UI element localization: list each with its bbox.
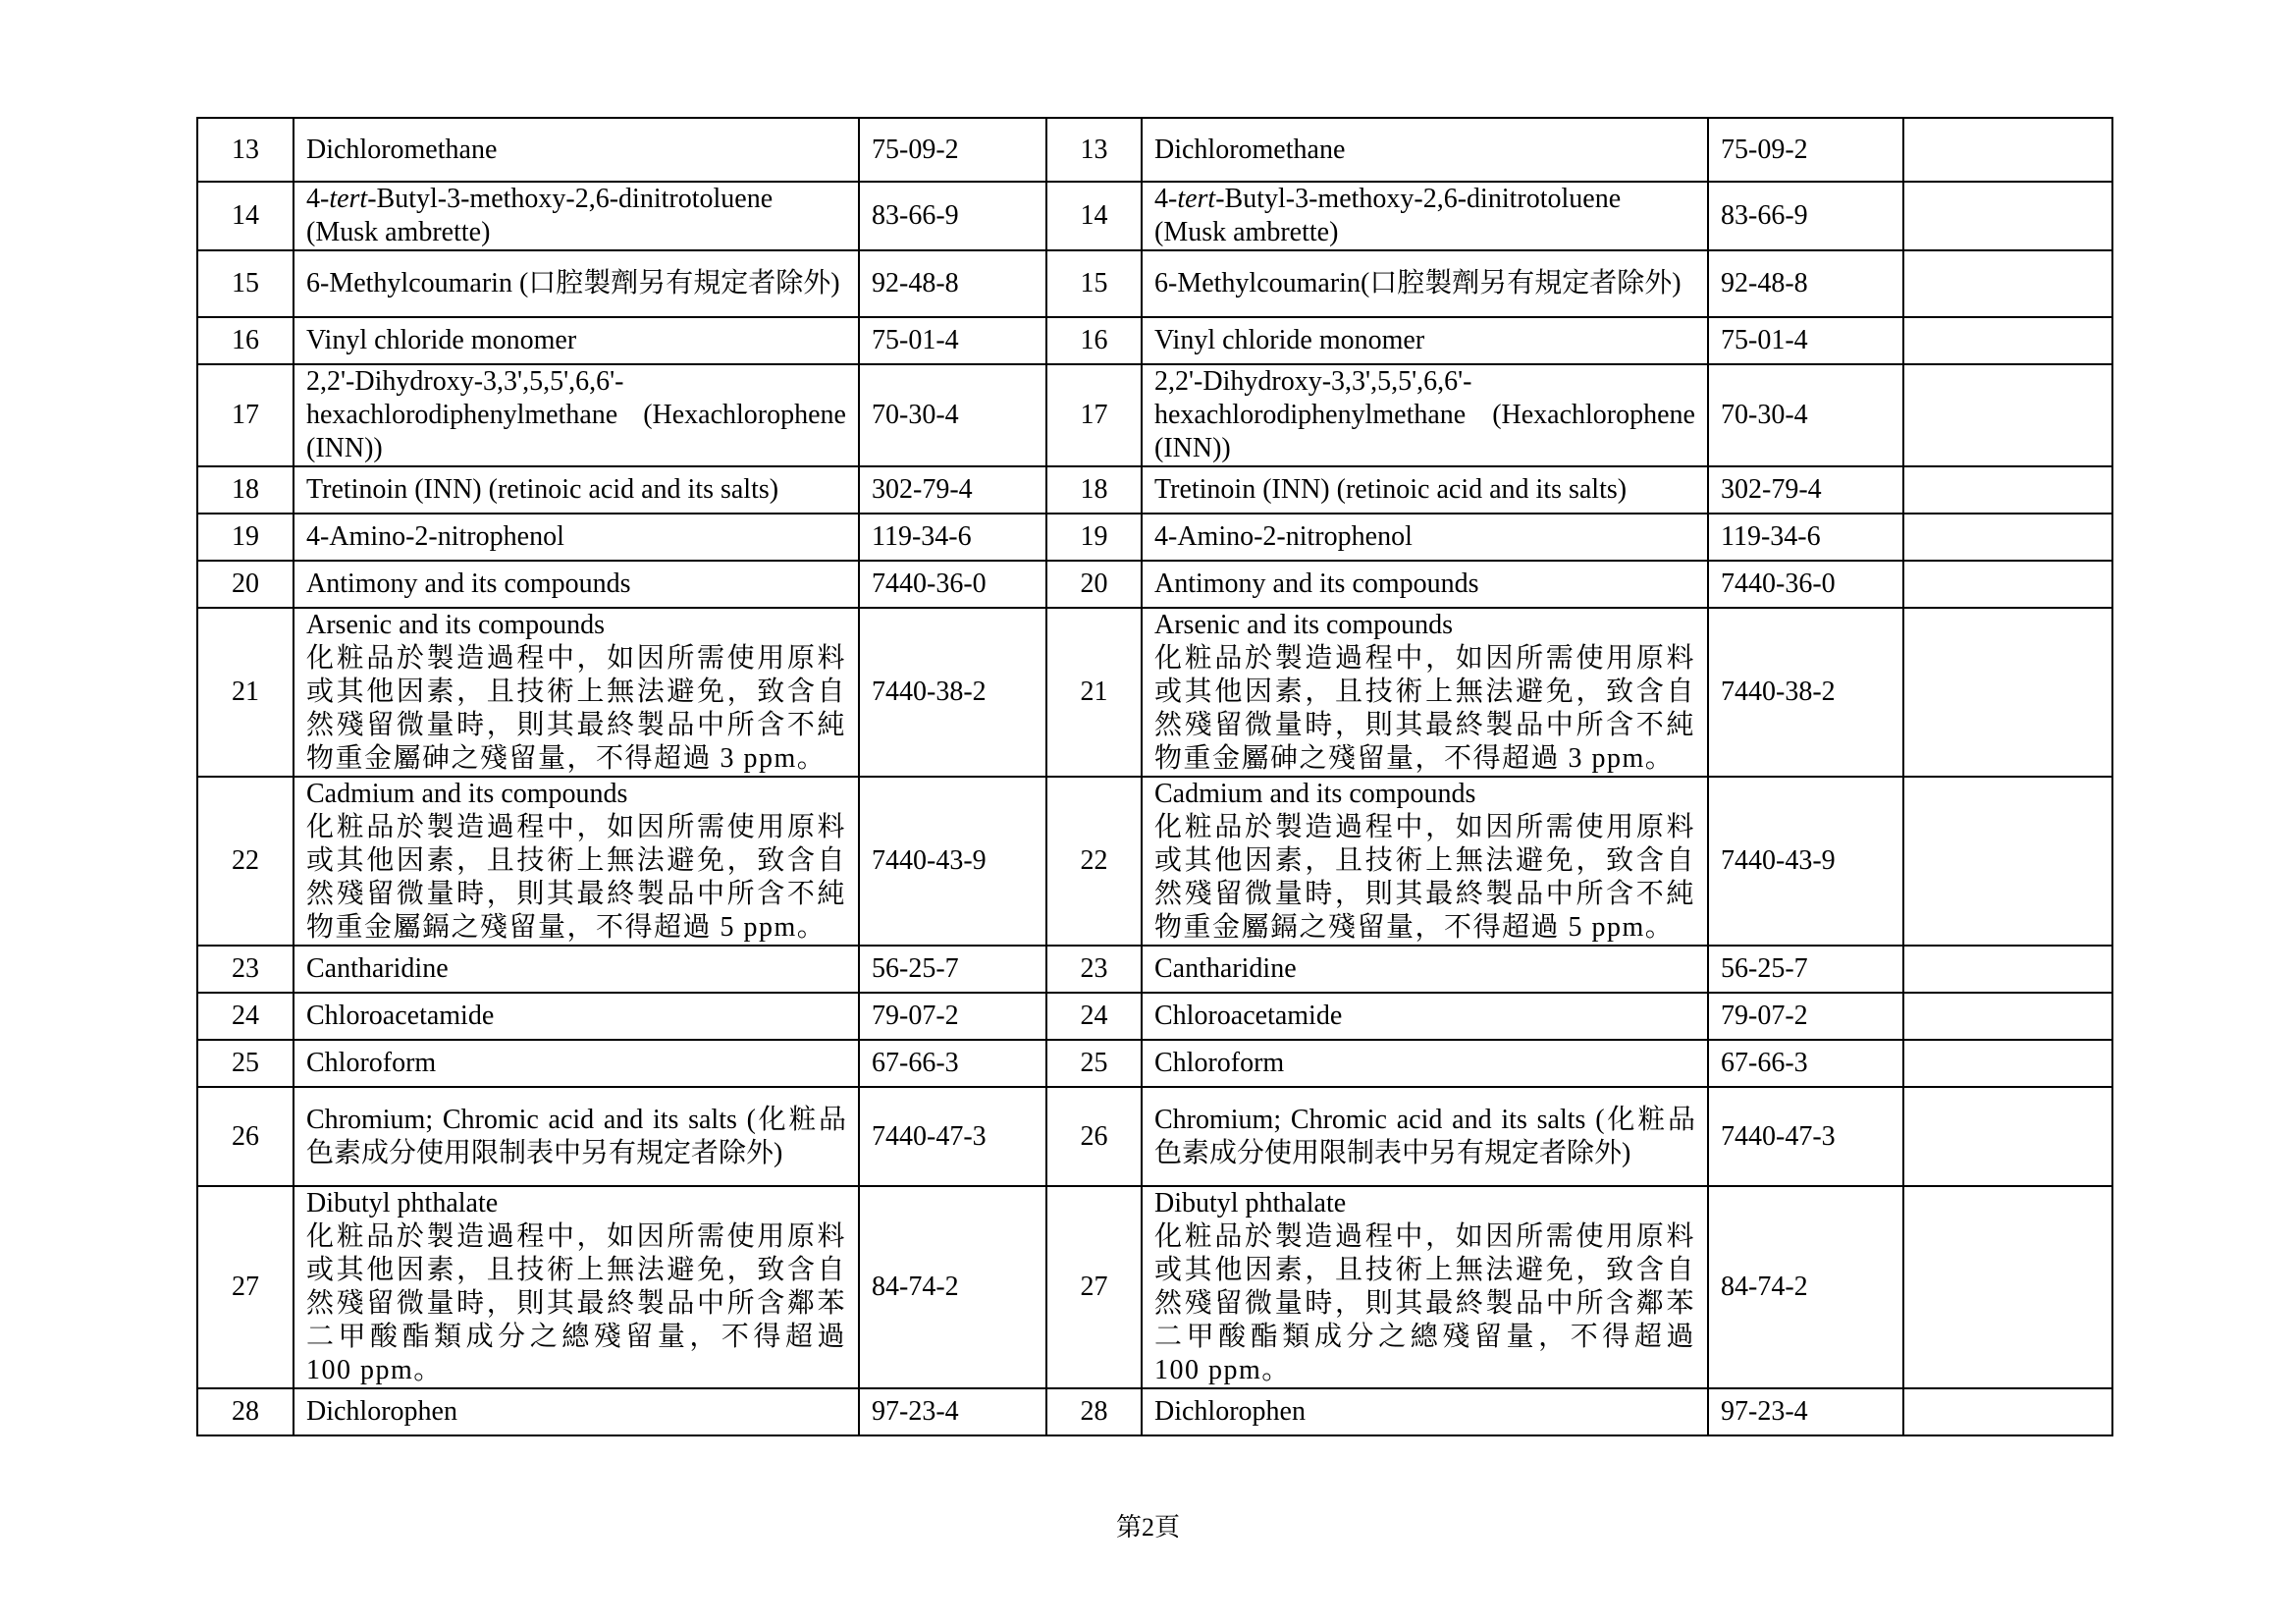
ingredient-note-text: 化粧品於製造過程中，如因所需使用原料或其他因素，且技術上無法避免，致含自然殘留微量時，則其最終製品中所含不純物重金屬鎘之殘留量，不得超過 5 ppm。 <box>306 812 846 943</box>
ingredient-name-new <box>1142 993 1708 1040</box>
item-number-current: 15 <box>197 250 294 317</box>
cas-number-current: 70-30-4 <box>859 364 1046 466</box>
ingredient-name-current <box>294 993 859 1040</box>
cas-number-new: 302-79-4 <box>1708 466 1903 514</box>
item-number-current: 28 <box>197 1388 294 1435</box>
item-number-new: 28 <box>1046 1388 1142 1435</box>
ingredient-name-text: Dichloromethane <box>306 134 498 165</box>
ingredient-name-new <box>1142 561 1708 608</box>
item-number-new: 21 <box>1046 608 1142 777</box>
ingredient-name-current <box>294 1040 859 1087</box>
item-number-current: 21 <box>197 608 294 777</box>
remarks-cell <box>1903 182 2112 250</box>
item-number-current: 14 <box>197 182 294 250</box>
ingredient-name-new <box>1142 1388 1708 1435</box>
ingredient-name-new <box>1142 118 1708 182</box>
item-number-current: 13 <box>197 118 294 182</box>
ingredient-name-text: Chloroform <box>1154 1048 1285 1078</box>
item-number-current: 23 <box>197 946 294 993</box>
ingredient-note-text: 化粧品於製造過程中，如因所需使用原料或其他因素，且技術上無法避免，致含自然殘留微量時，則其最終製品中所含不純物重金屬鎘之殘留量，不得超過 5 ppm。 <box>1154 812 1695 943</box>
cas-number-new: 7440-36-0 <box>1708 561 1903 608</box>
ingredient-name-text: 2,2'-Dihydroxy-3,3',5,5',6,6'-hexachlorodiphenylmethane (Hexachlorophene (INN)) <box>1154 366 1695 463</box>
ingredient-name-current <box>294 1186 859 1388</box>
ingredient-name-text: Cantharidine <box>1154 953 1297 984</box>
ingredient-name-new <box>1142 1040 1708 1087</box>
ingredient-name-text: Tretinoin (INN) (retinoic acid and its salts) <box>1154 474 1628 505</box>
ingredient-name-text: Chloroform <box>306 1048 437 1078</box>
ingredient-name-text: Chloroacetamide <box>1154 1001 1343 1031</box>
table-row <box>197 1186 2112 1388</box>
remarks-cell <box>1903 1087 2112 1186</box>
cas-number-new: 92-48-8 <box>1708 250 1903 317</box>
ingredient-name-new <box>1142 514 1708 561</box>
cas-number-new: 84-74-2 <box>1708 1186 1903 1388</box>
item-number-current: 26 <box>197 1087 294 1186</box>
table-row <box>197 364 2112 466</box>
cas-number-current: 7440-36-0 <box>859 561 1046 608</box>
ingredient-name-text: 4-Amino-2-nitrophenol <box>1154 521 1413 552</box>
cas-number-new: 79-07-2 <box>1708 993 1903 1040</box>
table-row <box>197 946 2112 993</box>
ingredient-name-text: Cantharidine <box>306 953 449 984</box>
item-number-new: 18 <box>1046 466 1142 514</box>
ingredient-name-text: Cadmium and its compounds <box>1154 779 1476 809</box>
cas-number-current: 7440-43-9 <box>859 777 1046 946</box>
ingredient-name-text: Dichloromethane <box>1154 134 1346 165</box>
item-number-current: 18 <box>197 466 294 514</box>
cas-number-current: 97-23-4 <box>859 1388 1046 1435</box>
table-row <box>197 1040 2112 1087</box>
item-number-new: 23 <box>1046 946 1142 993</box>
ingredient-name-text: Dibutyl phthalate <box>306 1188 499 1218</box>
ingredient-name-new <box>1142 182 1708 250</box>
ingredient-name-current <box>294 466 859 514</box>
ingredient-name-new <box>1142 608 1708 777</box>
ingredient-name-text: Dichlorophen <box>1154 1396 1306 1427</box>
cas-number-new: 7440-47-3 <box>1708 1087 1903 1186</box>
name-prefix: 4- <box>306 184 330 214</box>
ingredient-name-current <box>294 250 859 317</box>
ingredient-name-new <box>1142 946 1708 993</box>
remarks-cell <box>1903 993 2112 1040</box>
item-number-new: 15 <box>1046 250 1142 317</box>
ingredient-name-text: 4-Amino-2-nitrophenol <box>306 521 564 552</box>
item-number-current: 27 <box>197 1186 294 1388</box>
ingredient-name-text: Chromium; Chromic acid and its salts (化粧品色素成分使用限制表中另有規定者除外) <box>306 1104 846 1168</box>
name-italic: tert <box>1177 184 1216 214</box>
item-number-current: 22 <box>197 777 294 946</box>
ingredient-name-text: Chloroacetamide <box>306 1001 495 1031</box>
cas-number-current: 84-74-2 <box>859 1186 1046 1388</box>
table-row <box>197 1087 2112 1186</box>
ingredient-note-text: 化粧品於製造過程中，如因所需使用原料或其他因素，且技術上無法避免，致含自然殘留微量時，則其最終製品中所含鄰苯二甲酸酯類成分之總殘留量，不得超過 100 ppm。 <box>1154 1221 1695 1385</box>
remarks-cell <box>1903 364 2112 466</box>
ingredient-name-text: Arsenic and its compounds <box>1154 610 1454 640</box>
remarks-cell <box>1903 514 2112 561</box>
table-row <box>197 466 2112 514</box>
ingredient-name-current <box>294 364 859 466</box>
cas-number-new: 119-34-6 <box>1708 514 1903 561</box>
name-prefix: 4- <box>1154 184 1178 214</box>
ingredient-name-text: Antimony and its compounds <box>1154 568 1479 599</box>
cas-number-new: 75-01-4 <box>1708 317 1903 364</box>
table-row <box>197 561 2112 608</box>
substance-table <box>196 117 2113 1436</box>
cas-number-new: 97-23-4 <box>1708 1388 1903 1435</box>
ingredient-name-text: 6-Methylcoumarin (口腔製劑另有規定者除外) <box>306 268 840 298</box>
item-number-new: 26 <box>1046 1087 1142 1186</box>
table-row <box>197 317 2112 364</box>
cas-number-new: 67-66-3 <box>1708 1040 1903 1087</box>
ingredient-name-text: 2,2'-Dihydroxy-3,3',5,5',6,6'-hexachlorodiphenylmethane (Hexachlorophene (INN)) <box>306 366 846 463</box>
name-suffix: -Butyl-3-methoxy-2,6-dinitrotoluene (Musk ambrette) <box>306 184 774 247</box>
cas-number-current: 75-09-2 <box>859 118 1046 182</box>
ingredient-name-text: Chromium; Chromic acid and its salts (化粧品色素成分使用限制表中另有規定者除外) <box>1154 1104 1695 1168</box>
ingredient-name-new <box>1142 466 1708 514</box>
cas-number-current: 119-34-6 <box>859 514 1046 561</box>
remarks-cell <box>1903 1040 2112 1087</box>
item-number-current: 16 <box>197 317 294 364</box>
table-row <box>197 777 2112 946</box>
ingredient-name-new <box>1142 317 1708 364</box>
item-number-new: 27 <box>1046 1186 1142 1388</box>
item-number-new: 24 <box>1046 993 1142 1040</box>
cas-number-current: 79-07-2 <box>859 993 1046 1040</box>
ingredient-note-text: 化粧品於製造過程中，如因所需使用原料或其他因素，且技術上無法避免，致含自然殘留微量時，則其最終製品中所含不純物重金屬砷之殘留量，不得超過 3 ppm。 <box>306 643 846 774</box>
remarks-cell <box>1903 317 2112 364</box>
cas-number-current: 67-66-3 <box>859 1040 1046 1087</box>
ingredient-name-current <box>294 1388 859 1435</box>
table-row <box>197 1388 2112 1435</box>
ingredient-name-current <box>294 608 859 777</box>
item-number-current: 25 <box>197 1040 294 1087</box>
cas-number-current: 7440-38-2 <box>859 608 1046 777</box>
ingredient-name-text: 6-Methylcoumarin(口腔製劑另有規定者除外) <box>1154 268 1682 298</box>
ingredient-name-current <box>294 317 859 364</box>
remarks-cell <box>1903 1186 2112 1388</box>
ingredient-name-current <box>294 561 859 608</box>
page-number: 第2頁 <box>1115 1513 1180 1542</box>
item-number-current: 24 <box>197 993 294 1040</box>
cas-number-current: 302-79-4 <box>859 466 1046 514</box>
remarks-cell <box>1903 561 2112 608</box>
ingredient-name-text: Vinyl chloride monomer <box>306 325 577 355</box>
ingredient-name-new <box>1142 364 1708 466</box>
cas-number-new: 7440-38-2 <box>1708 608 1903 777</box>
cas-number-new: 83-66-9 <box>1708 182 1903 250</box>
item-number-new: 17 <box>1046 364 1142 466</box>
cas-number-current: 56-25-7 <box>859 946 1046 993</box>
ingredient-note-text: 化粧品於製造過程中，如因所需使用原料或其他因素，且技術上無法避免，致含自然殘留微量時，則其最終製品中所含不純物重金屬砷之殘留量，不得超過 3 ppm。 <box>1154 643 1695 774</box>
ingredient-name-text: Dichlorophen <box>306 1396 457 1427</box>
table-row <box>197 608 2112 777</box>
table-row <box>197 993 2112 1040</box>
remarks-cell <box>1903 250 2112 317</box>
cas-number-new: 7440-43-9 <box>1708 777 1903 946</box>
ingredient-name-new <box>1142 1087 1708 1186</box>
remarks-cell <box>1903 777 2112 946</box>
ingredient-name-current <box>294 118 859 182</box>
ingredient-name-text: Vinyl chloride monomer <box>1154 325 1425 355</box>
item-number-new: 25 <box>1046 1040 1142 1087</box>
ingredient-name-current <box>294 514 859 561</box>
ingredient-name-text: Cadmium and its compounds <box>306 779 628 809</box>
name-italic: tert <box>329 184 368 214</box>
table-row <box>197 118 2112 182</box>
remarks-cell <box>1903 466 2112 514</box>
remarks-cell <box>1903 946 2112 993</box>
item-number-current: 20 <box>197 561 294 608</box>
item-number-current: 17 <box>197 364 294 466</box>
cas-number-current: 83-66-9 <box>859 182 1046 250</box>
item-number-new: 20 <box>1046 561 1142 608</box>
ingredient-name-current <box>294 777 859 946</box>
item-number-current: 19 <box>197 514 294 561</box>
cas-number-new: 70-30-4 <box>1708 364 1903 466</box>
item-number-new: 19 <box>1046 514 1142 561</box>
cas-number-current: 7440-47-3 <box>859 1087 1046 1186</box>
ingredient-name-new <box>1142 777 1708 946</box>
table-row <box>197 182 2112 250</box>
ingredient-name-current <box>294 946 859 993</box>
remarks-cell <box>1903 118 2112 182</box>
cas-number-current: 75-01-4 <box>859 317 1046 364</box>
table-row <box>197 250 2112 317</box>
cas-number-new: 75-09-2 <box>1708 118 1903 182</box>
ingredient-name-new <box>1142 1186 1708 1388</box>
cas-number-new: 56-25-7 <box>1708 946 1903 993</box>
ingredient-name-text: Arsenic and its compounds <box>306 610 606 640</box>
item-number-new: 14 <box>1046 182 1142 250</box>
ingredient-name-text: Antimony and its compounds <box>306 568 631 599</box>
cas-number-current: 92-48-8 <box>859 250 1046 317</box>
item-number-new: 13 <box>1046 118 1142 182</box>
ingredient-note-text: 化粧品於製造過程中，如因所需使用原料或其他因素，且技術上無法避免，致含自然殘留微量時，則其最終製品中所含鄰苯二甲酸酯類成分之總殘留量，不得超過 100 ppm。 <box>306 1221 846 1385</box>
ingredient-name-current <box>294 1087 859 1186</box>
ingredient-name-text: Dibutyl phthalate <box>1154 1188 1347 1218</box>
item-number-new: 22 <box>1046 777 1142 946</box>
item-number-new: 16 <box>1046 317 1142 364</box>
ingredient-name-text: Tretinoin (INN) (retinoic acid and its salts) <box>306 474 779 505</box>
remarks-cell <box>1903 608 2112 777</box>
name-suffix: -Butyl-3-methoxy-2,6-dinitrotoluene (Musk ambrette) <box>1154 184 1622 247</box>
remarks-cell <box>1903 1388 2112 1435</box>
ingredient-name-current <box>294 182 859 250</box>
table-row <box>197 514 2112 561</box>
ingredient-name-new <box>1142 250 1708 317</box>
